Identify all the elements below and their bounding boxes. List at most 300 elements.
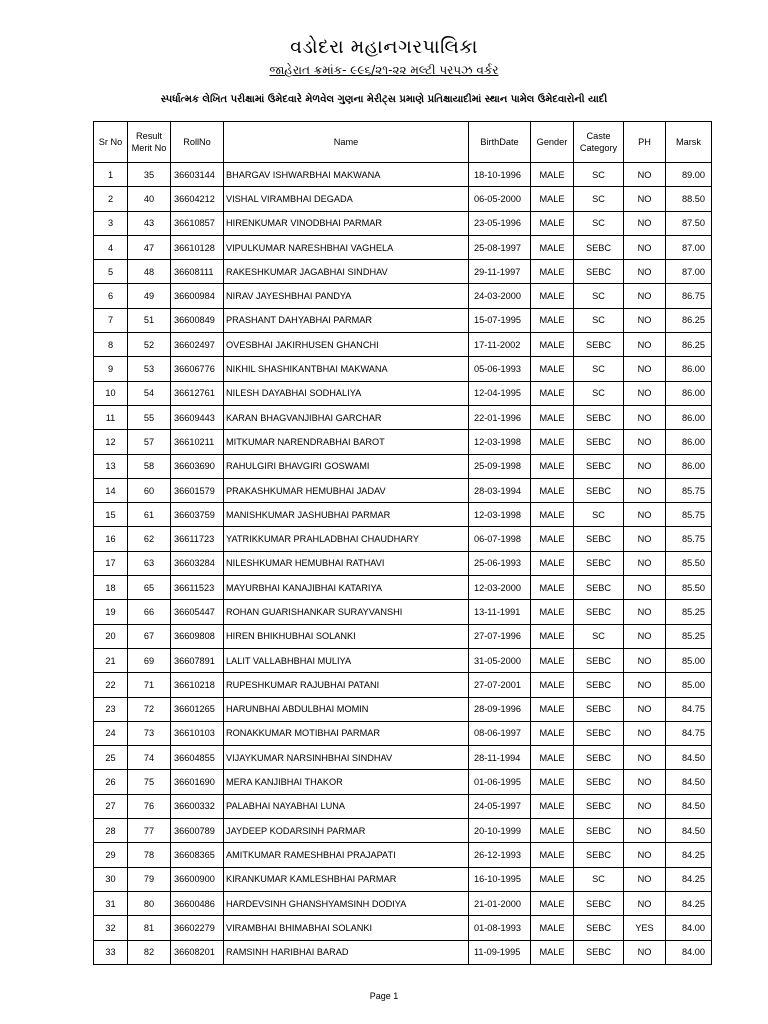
table-row: [94, 235, 712, 259]
cell-caste-category: SEBC: [574, 648, 624, 672]
cell-name: MITKUMAR NARENDRABHAI BAROT: [224, 430, 469, 454]
cell-caste-category: SC: [574, 867, 624, 891]
cell-sr-no: 8: [94, 333, 128, 357]
table-row: [94, 746, 712, 770]
table-row: [94, 867, 712, 891]
cell-birth-date: 31-05-2000: [469, 648, 531, 672]
cell-gender: MALE: [531, 478, 574, 502]
cell-ph: NO: [624, 600, 666, 624]
cell-marks: 86.00: [666, 430, 712, 454]
table-row: [94, 843, 712, 867]
cell-merit-no: 55: [128, 405, 171, 429]
cell-merit-no: 81: [128, 916, 171, 940]
cell-sr-no: 1: [94, 163, 128, 187]
cell-caste-category: SEBC: [574, 235, 624, 259]
cell-marks: 85.75: [666, 527, 712, 551]
cell-merit-no: 61: [128, 503, 171, 527]
cell-roll-no: 36604855: [171, 746, 224, 770]
cell-gender: MALE: [531, 211, 574, 235]
cell-sr-no: 6: [94, 284, 128, 308]
cell-name: MERA KANJIBHAI THAKOR: [224, 770, 469, 794]
cell-name: ROHAN GUARISHANKAR SURAYVANSHI: [224, 600, 469, 624]
cell-caste-category: SEBC: [574, 697, 624, 721]
cell-marks: 88.50: [666, 187, 712, 211]
cell-roll-no: 36600332: [171, 794, 224, 818]
cell-ph: NO: [624, 673, 666, 697]
cell-roll-no: 36608201: [171, 940, 224, 964]
cell-roll-no: 36611723: [171, 527, 224, 551]
cell-sr-no: 19: [94, 600, 128, 624]
cell-merit-no: 63: [128, 551, 171, 575]
table-row: [94, 891, 712, 915]
cell-birth-date: 22-01-1996: [469, 405, 531, 429]
cell-gender: MALE: [531, 721, 574, 745]
cell-roll-no: 36600849: [171, 308, 224, 332]
cell-name: VISHAL VIRAMBHAI DEGADA: [224, 187, 469, 211]
cell-birth-date: 28-03-1994: [469, 478, 531, 502]
cell-caste-category: SC: [574, 211, 624, 235]
cell-ph: NO: [624, 648, 666, 672]
cell-caste-category: SEBC: [574, 430, 624, 454]
table-row: [94, 284, 712, 308]
cell-gender: MALE: [531, 770, 574, 794]
cell-merit-no: 48: [128, 260, 171, 284]
cell-caste-category: SC: [574, 284, 624, 308]
table-row: [94, 333, 712, 357]
cell-gender: MALE: [531, 527, 574, 551]
cell-birth-date: 12-04-1995: [469, 381, 531, 405]
cell-gender: MALE: [531, 648, 574, 672]
cell-marks: 86.00: [666, 405, 712, 429]
cell-caste-category: SEBC: [574, 940, 624, 964]
cell-sr-no: 20: [94, 624, 128, 648]
cell-name: PRAKASHKUMAR HEMUBHAI JADAV: [224, 478, 469, 502]
cell-marks: 85.75: [666, 503, 712, 527]
cell-ph: NO: [624, 478, 666, 502]
cell-sr-no: 30: [94, 867, 128, 891]
cell-caste-category: SEBC: [574, 673, 624, 697]
cell-roll-no: 36608365: [171, 843, 224, 867]
cell-roll-no: 36609808: [171, 624, 224, 648]
table-row: [94, 916, 712, 940]
cell-caste-category: SEBC: [574, 770, 624, 794]
column-header-roll-no: RollNo: [171, 122, 224, 163]
cell-marks: 84.25: [666, 867, 712, 891]
cell-gender: MALE: [531, 551, 574, 575]
cell-merit-no: 78: [128, 843, 171, 867]
cell-gender: MALE: [531, 381, 574, 405]
cell-name: NILESH DAYABHAI SODHALIYA: [224, 381, 469, 405]
cell-roll-no: 36602279: [171, 916, 224, 940]
cell-name: MANISHKUMAR JASHUBHAI PARMAR: [224, 503, 469, 527]
cell-sr-no: 12: [94, 430, 128, 454]
cell-marks: 85.00: [666, 648, 712, 672]
cell-name: HARUNBHAI ABDULBHAI MOMIN: [224, 697, 469, 721]
cell-roll-no: 36609443: [171, 405, 224, 429]
cell-birth-date: 13-11-1991: [469, 600, 531, 624]
cell-roll-no: 36605447: [171, 600, 224, 624]
cell-ph: NO: [624, 454, 666, 478]
table-row: [94, 819, 712, 843]
table-row: [94, 454, 712, 478]
table-row: [94, 770, 712, 794]
cell-marks: 85.25: [666, 600, 712, 624]
cell-sr-no: 21: [94, 648, 128, 672]
cell-name: HIREN BHIKHUBHAI SOLANKI: [224, 624, 469, 648]
cell-caste-category: SEBC: [574, 260, 624, 284]
cell-caste-category: SEBC: [574, 478, 624, 502]
cell-birth-date: 23-05-1996: [469, 211, 531, 235]
cell-marks: 85.50: [666, 576, 712, 600]
cell-birth-date: 08-06-1997: [469, 721, 531, 745]
cell-birth-date: 29-11-1997: [469, 260, 531, 284]
cell-ph: NO: [624, 819, 666, 843]
cell-name: YATRIKKUMAR PRAHLADBHAI CHAUDHARY: [224, 527, 469, 551]
cell-ph: NO: [624, 308, 666, 332]
cell-birth-date: 28-09-1996: [469, 697, 531, 721]
cell-marks: 85.25: [666, 624, 712, 648]
cell-birth-date: 28-11-1994: [469, 746, 531, 770]
cell-roll-no: 36600900: [171, 867, 224, 891]
cell-caste-category: SC: [574, 187, 624, 211]
cell-merit-no: 82: [128, 940, 171, 964]
cell-sr-no: 7: [94, 308, 128, 332]
cell-caste-category: SEBC: [574, 891, 624, 915]
cell-merit-no: 72: [128, 697, 171, 721]
cell-birth-date: 01-06-1995: [469, 770, 531, 794]
cell-caste-category: SC: [574, 624, 624, 648]
cell-caste-category: SC: [574, 503, 624, 527]
cell-name: KIRANKUMAR KAMLESHBHAI PARMAR: [224, 867, 469, 891]
cell-caste-category: SEBC: [574, 600, 624, 624]
cell-marks: 84.50: [666, 819, 712, 843]
cell-marks: 86.25: [666, 308, 712, 332]
cell-ph: NO: [624, 721, 666, 745]
cell-gender: MALE: [531, 794, 574, 818]
cell-marks: 84.25: [666, 891, 712, 915]
cell-sr-no: 11: [94, 405, 128, 429]
table-row: [94, 381, 712, 405]
cell-ph: NO: [624, 503, 666, 527]
cell-ph: NO: [624, 235, 666, 259]
column-header-merit-no: Result Merit No: [128, 122, 171, 163]
column-header-marks: Marsk: [666, 122, 712, 163]
advertisement-subtitle: [0, 62, 768, 78]
cell-caste-category: SEBC: [574, 576, 624, 600]
cell-birth-date: 06-07-1998: [469, 527, 531, 551]
cell-merit-no: 66: [128, 600, 171, 624]
cell-birth-date: 12-03-2000: [469, 576, 531, 600]
cell-roll-no: 36600789: [171, 819, 224, 843]
cell-ph: NO: [624, 381, 666, 405]
cell-marks: 86.00: [666, 357, 712, 381]
cell-roll-no: 36610218: [171, 673, 224, 697]
cell-caste-category: SEBC: [574, 405, 624, 429]
cell-caste-category: SEBC: [574, 527, 624, 551]
cell-gender: MALE: [531, 260, 574, 284]
cell-marks: 84.00: [666, 940, 712, 964]
cell-merit-no: 35: [128, 163, 171, 187]
cell-caste-category: SEBC: [574, 794, 624, 818]
cell-merit-no: 57: [128, 430, 171, 454]
cell-gender: MALE: [531, 357, 574, 381]
cell-gender: MALE: [531, 746, 574, 770]
cell-merit-no: 47: [128, 235, 171, 259]
cell-roll-no: 36610128: [171, 235, 224, 259]
cell-birth-date: 11-09-1995: [469, 940, 531, 964]
cell-gender: MALE: [531, 673, 574, 697]
cell-marks: 84.00: [666, 916, 712, 940]
table-row: [94, 260, 712, 284]
cell-marks: 84.25: [666, 843, 712, 867]
table-row: [94, 211, 712, 235]
table-row: [94, 357, 712, 381]
table-row: [94, 648, 712, 672]
cell-caste-category: SEBC: [574, 746, 624, 770]
cell-sr-no: 3: [94, 211, 128, 235]
cell-merit-no: 53: [128, 357, 171, 381]
cell-sr-no: 9: [94, 357, 128, 381]
cell-ph: NO: [624, 405, 666, 429]
cell-roll-no: 36601579: [171, 478, 224, 502]
cell-sr-no: 25: [94, 746, 128, 770]
cell-merit-no: 40: [128, 187, 171, 211]
cell-gender: MALE: [531, 843, 574, 867]
document-title: વડોદરા મહાનગરપાલિકા: [290, 36, 478, 58]
cell-ph: NO: [624, 843, 666, 867]
cell-name: AMITKUMAR RAMESHBHAI PRAJAPATI: [224, 843, 469, 867]
cell-marks: 84.50: [666, 746, 712, 770]
cell-merit-no: 58: [128, 454, 171, 478]
cell-roll-no: 36610211: [171, 430, 224, 454]
cell-ph: NO: [624, 333, 666, 357]
cell-sr-no: 16: [94, 527, 128, 551]
cell-birth-date: 20-10-1999: [469, 819, 531, 843]
cell-marks: 85.00: [666, 673, 712, 697]
cell-roll-no: 36607891: [171, 648, 224, 672]
cell-roll-no: 36611523: [171, 576, 224, 600]
cell-marks: 84.50: [666, 794, 712, 818]
cell-merit-no: 73: [128, 721, 171, 745]
cell-sr-no: 31: [94, 891, 128, 915]
cell-birth-date: 16-10-1995: [469, 867, 531, 891]
cell-roll-no: 36600486: [171, 891, 224, 915]
table-row: [94, 527, 712, 551]
cell-sr-no: 14: [94, 478, 128, 502]
column-header-sr-no: Sr No: [94, 122, 128, 163]
cell-birth-date: 01-08-1993: [469, 916, 531, 940]
cell-name: RAMSINH HARIBHAI BARAD: [224, 940, 469, 964]
cell-sr-no: 32: [94, 916, 128, 940]
cell-marks: 86.00: [666, 454, 712, 478]
cell-merit-no: 76: [128, 794, 171, 818]
cell-birth-date: 25-09-1998: [469, 454, 531, 478]
cell-marks: 86.00: [666, 381, 712, 405]
cell-sr-no: 10: [94, 381, 128, 405]
cell-gender: MALE: [531, 867, 574, 891]
column-header-ph: PH: [624, 122, 666, 163]
cell-gender: MALE: [531, 940, 574, 964]
advertisement-subtitle-text: જાહેરાત ક્રમાંક- ૯૯૬/૨૧-૨૨ મલ્ટી પરપઝ વર્કર: [269, 63, 499, 77]
cell-roll-no: 36603690: [171, 454, 224, 478]
table-row: [94, 940, 712, 964]
cell-ph: NO: [624, 746, 666, 770]
page-number: Page 1: [369, 991, 399, 1001]
cell-marks: 87.00: [666, 260, 712, 284]
cell-name: NIRAV JAYESHBHAI PANDYA: [224, 284, 469, 308]
cell-roll-no: 36601690: [171, 770, 224, 794]
cell-name: VIPULKUMAR NARESHBHAI VAGHELA: [224, 235, 469, 259]
table-row: [94, 721, 712, 745]
cell-merit-no: 43: [128, 211, 171, 235]
cell-sr-no: 15: [94, 503, 128, 527]
cell-caste-category: SEBC: [574, 843, 624, 867]
cell-gender: MALE: [531, 503, 574, 527]
cell-roll-no: 36610857: [171, 211, 224, 235]
cell-ph: NO: [624, 430, 666, 454]
cell-birth-date: 06-05-2000: [469, 187, 531, 211]
cell-caste-category: SEBC: [574, 551, 624, 575]
cell-roll-no: 36610103: [171, 721, 224, 745]
cell-birth-date: 17-11-2002: [469, 333, 531, 357]
cell-ph: NO: [624, 697, 666, 721]
cell-name: OVESBHAI JAKIRHUSEN GHANCHI: [224, 333, 469, 357]
cell-marks: 84.75: [666, 697, 712, 721]
cell-ph: NO: [624, 163, 666, 187]
cell-roll-no: 36600984: [171, 284, 224, 308]
cell-merit-no: 67: [128, 624, 171, 648]
cell-name: JAYDEEP KODARSINH PARMAR: [224, 819, 469, 843]
cell-marks: 84.75: [666, 721, 712, 745]
cell-marks: 87.50: [666, 211, 712, 235]
cell-name: VIJAYKUMAR NARSINHBHAI SINDHAV: [224, 746, 469, 770]
cell-sr-no: 26: [94, 770, 128, 794]
cell-sr-no: 4: [94, 235, 128, 259]
cell-marks: 89.00: [666, 163, 712, 187]
cell-name: KARAN BHAGVANJIBHAI GARCHAR: [224, 405, 469, 429]
cell-name: NIKHIL SHASHIKANTBHAI MAKWANA: [224, 357, 469, 381]
cell-name: RUPESHKUMAR RAJUBHAI PATANI: [224, 673, 469, 697]
cell-caste-category: SEBC: [574, 916, 624, 940]
column-header-caste-category: Caste Category: [574, 122, 624, 163]
table-body: [94, 163, 712, 965]
cell-merit-no: 54: [128, 381, 171, 405]
cell-birth-date: 25-06-1993: [469, 551, 531, 575]
cell-ph: NO: [624, 891, 666, 915]
cell-name: RAHULGIRI BHAVGIRI GOSWAMI: [224, 454, 469, 478]
table-row: [94, 576, 712, 600]
cell-name: BHARGAV ISHWARBHAI MAKWANA: [224, 163, 469, 187]
cell-marks: 87.00: [666, 235, 712, 259]
cell-birth-date: 27-07-1996: [469, 624, 531, 648]
cell-name: MAYURBHAI KANAJIBHAI KATARIYA: [224, 576, 469, 600]
cell-birth-date: 24-03-2000: [469, 284, 531, 308]
cell-caste-category: SC: [574, 357, 624, 381]
cell-gender: MALE: [531, 891, 574, 915]
cell-birth-date: 18-10-1996: [469, 163, 531, 187]
cell-marks: 86.25: [666, 333, 712, 357]
cell-birth-date: 05-06-1993: [469, 357, 531, 381]
cell-name: RAKESHKUMAR JAGABHAI SINDHAV: [224, 260, 469, 284]
cell-ph: NO: [624, 260, 666, 284]
cell-sr-no: 27: [94, 794, 128, 818]
table-row: [94, 673, 712, 697]
cell-ph: NO: [624, 940, 666, 964]
cell-caste-category: SEBC: [574, 721, 624, 745]
cell-roll-no: 36604212: [171, 187, 224, 211]
cell-roll-no: 36601265: [171, 697, 224, 721]
table-row: [94, 551, 712, 575]
cell-sr-no: 17: [94, 551, 128, 575]
cell-birth-date: 26-12-1993: [469, 843, 531, 867]
cell-roll-no: 36603759: [171, 503, 224, 527]
cell-marks: 85.75: [666, 478, 712, 502]
cell-merit-no: 65: [128, 576, 171, 600]
cell-merit-no: 77: [128, 819, 171, 843]
cell-ph: NO: [624, 794, 666, 818]
cell-name: HARDEVSINH GHANSHYAMSINH DODIYA: [224, 891, 469, 915]
column-header-name: Name: [224, 122, 469, 163]
cell-caste-category: SEBC: [574, 333, 624, 357]
cell-ph: NO: [624, 551, 666, 575]
cell-sr-no: 22: [94, 673, 128, 697]
table-row: [94, 794, 712, 818]
table-row: [94, 478, 712, 502]
cell-merit-no: 75: [128, 770, 171, 794]
cell-gender: MALE: [531, 187, 574, 211]
cell-ph: NO: [624, 211, 666, 235]
cell-merit-no: 62: [128, 527, 171, 551]
cell-birth-date: 24-05-1997: [469, 794, 531, 818]
cell-ph: NO: [624, 624, 666, 648]
cell-sr-no: 24: [94, 721, 128, 745]
table-row: [94, 430, 712, 454]
cell-sr-no: 13: [94, 454, 128, 478]
cell-sr-no: 23: [94, 697, 128, 721]
table-row: [94, 697, 712, 721]
table-row: [94, 163, 712, 187]
table-row: [94, 308, 712, 332]
cell-merit-no: 79: [128, 867, 171, 891]
cell-merit-no: 80: [128, 891, 171, 915]
table-row: [94, 503, 712, 527]
cell-roll-no: 36612761: [171, 381, 224, 405]
cell-merit-no: 74: [128, 746, 171, 770]
cell-roll-no: 36603284: [171, 551, 224, 575]
cell-birth-date: 27-07-2001: [469, 673, 531, 697]
cell-ph: NO: [624, 867, 666, 891]
cell-caste-category: SC: [574, 308, 624, 332]
cell-roll-no: 36608111: [171, 260, 224, 284]
cell-ph: NO: [624, 576, 666, 600]
cell-gender: MALE: [531, 333, 574, 357]
cell-gender: MALE: [531, 235, 574, 259]
cell-birth-date: 25-08-1997: [469, 235, 531, 259]
cell-sr-no: 33: [94, 940, 128, 964]
cell-ph: YES: [624, 916, 666, 940]
cell-gender: MALE: [531, 600, 574, 624]
cell-gender: MALE: [531, 284, 574, 308]
cell-merit-no: 52: [128, 333, 171, 357]
cell-name: PALABHAI NAYABHAI LUNA: [224, 794, 469, 818]
cell-gender: MALE: [531, 916, 574, 940]
cell-caste-category: SC: [574, 381, 624, 405]
cell-name: VIRAMBHAI BHIMABHAI SOLANKI: [224, 916, 469, 940]
cell-name: HIRENKUMAR VINODBHAI PARMAR: [224, 211, 469, 235]
cell-gender: MALE: [531, 454, 574, 478]
cell-gender: MALE: [531, 430, 574, 454]
cell-sr-no: 29: [94, 843, 128, 867]
